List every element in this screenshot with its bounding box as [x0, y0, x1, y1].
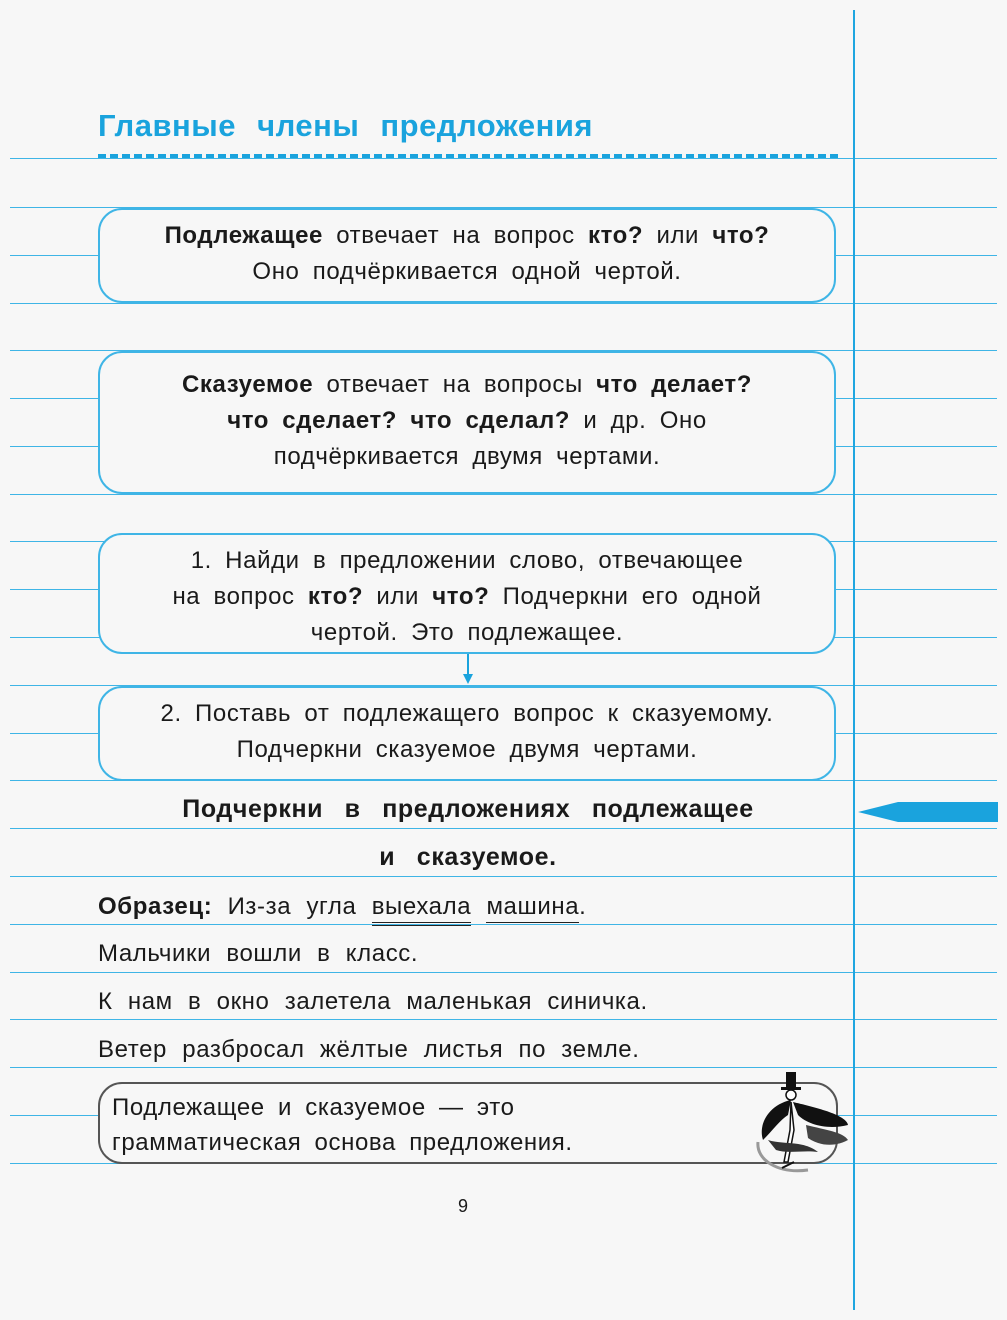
rule-predicate-line2: что сделает? что сделал? и др. Оно: [227, 407, 707, 434]
step2-box: [98, 686, 836, 781]
ruled-line: [10, 494, 997, 495]
magician-figure-icon: [748, 1070, 858, 1180]
rule-predicate-line3: подчёркивается двумя чертами.: [273, 443, 661, 470]
ruled-line: [10, 158, 997, 159]
step2-line1: 2. Поставь от подлежащего вопрос к сказуемому.: [160, 700, 774, 727]
page-number: 9: [458, 1196, 469, 1216]
ruled-line: [10, 876, 997, 877]
pencil-marker-icon: [858, 801, 998, 823]
example-subject: машина: [486, 893, 579, 923]
ruled-line: [10, 303, 997, 304]
step2-line2: Подчеркни сказуемое двумя чертами.: [236, 736, 698, 763]
step1-line2: на вопрос кто? или что? Подчеркни его одной: [172, 583, 762, 610]
conclusion-line2: грамматическая основа предложения.: [112, 1129, 573, 1156]
task-heading-line1: Подчеркни в предложениях подлежащее: [182, 795, 754, 823]
step1-box: [98, 533, 836, 654]
example-predicate: выехала: [372, 893, 471, 926]
example-sentence: Образец: Из-за угла выехала машина.: [98, 893, 586, 921]
term-subject: Подлежащее: [164, 222, 323, 249]
conclusion-box: [98, 1082, 838, 1164]
term-predicate: Сказуемое: [181, 371, 314, 398]
task-heading-line2: и сказуемое.: [379, 843, 557, 871]
rule-subject-box: [98, 208, 836, 303]
ruled-line: [10, 924, 997, 925]
sentence-2: К нам в окно залетела маленькая синичка.: [98, 988, 648, 1015]
conclusion-line1: Подлежащее и сказуемое — это: [112, 1094, 515, 1121]
step1-line1: 1. Найди в предложении слово, отвечающее: [190, 547, 744, 574]
step1-line3: чертой. Это подлежащее.: [310, 619, 624, 646]
ruled-line: [10, 828, 997, 829]
title-underline: [98, 154, 838, 158]
ruled-line: [10, 1067, 997, 1068]
rule-subject-line2: Оно подчёркивается одной чертой.: [252, 258, 682, 285]
sentence-1: Мальчики вошли в класс.: [98, 940, 419, 967]
example-label: Образец:: [98, 893, 213, 920]
ruled-line: [10, 972, 997, 973]
down-arrow-icon: [462, 654, 474, 686]
ruled-line: [10, 1019, 997, 1020]
rule-subject-line1: Подлежащее отвечает на вопрос кто? или что?: [164, 222, 770, 249]
sentence-3: Ветер разбросал жёлтые листья по земле.: [98, 1036, 640, 1063]
page-title: Главные члены предложения: [98, 108, 593, 143]
rule-predicate-line1: Сказуемое отвечает на вопросы что делает?: [181, 371, 753, 398]
rule-predicate-box: [98, 351, 836, 494]
